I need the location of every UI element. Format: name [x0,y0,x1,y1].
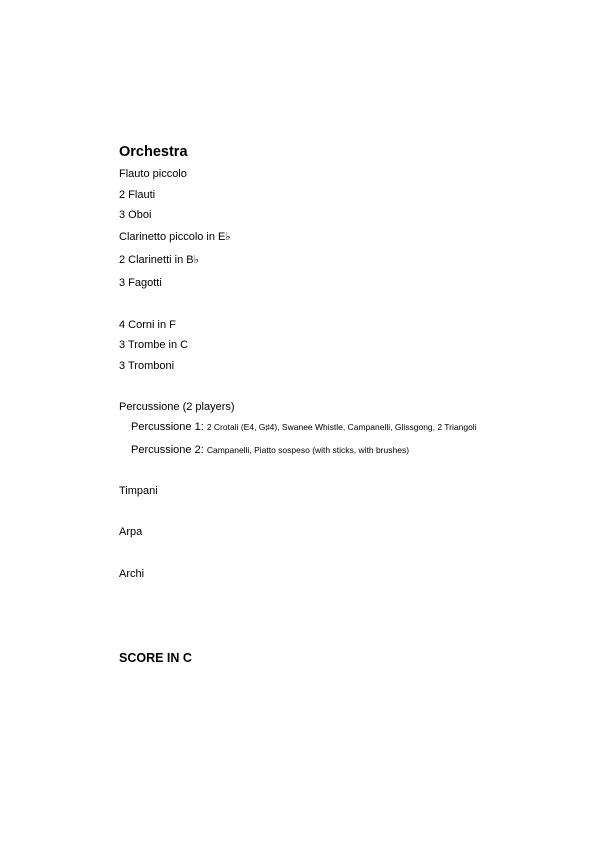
instrument-oboi: 3 Oboi [119,209,152,221]
percussion-player-1 [131,420,477,434]
percussion-player-2-label: Percussione 2: [131,444,204,456]
percussion-heading: Percussione (2 players) [119,401,235,413]
instrument-fagotti: 3 Fagotti [119,277,162,289]
instrument-tromboni: 3 Tromboni [119,360,175,372]
percussion-player-1-instruments: 2 Crotali (E4, G♯4), Swanee Whistle, Campanelli, Glissgong, 2 Triangoli [206,422,477,432]
instrument-clarinetto-piccolo: Clarinetto piccolo in E♭ [119,231,231,243]
instrument-flauto-piccolo: Flauto piccolo [119,168,187,180]
page-title: Orchestra [119,144,188,160]
percussion-player-2 [131,443,409,457]
instrument-archi: Archi [119,568,145,580]
score-note: SCORE IN C [119,651,192,665]
instrument-flauti: 2 Flauti [119,189,156,201]
instrument-trombe: 3 Trombe in C [119,339,189,351]
instrument-clarinetti: 2 Clarinetti in B♭ [119,254,199,266]
instrument-timpani: Timpani [119,485,158,497]
percussion-player-1-label: Percussione 1: [131,421,204,433]
instrument-corni: 4 Corni in F [119,319,176,331]
percussion-player-2-instruments: Campanelli, Piatto sospeso (with sticks, with brushes) [206,445,410,455]
instrument-arpa: Arpa [119,526,143,538]
